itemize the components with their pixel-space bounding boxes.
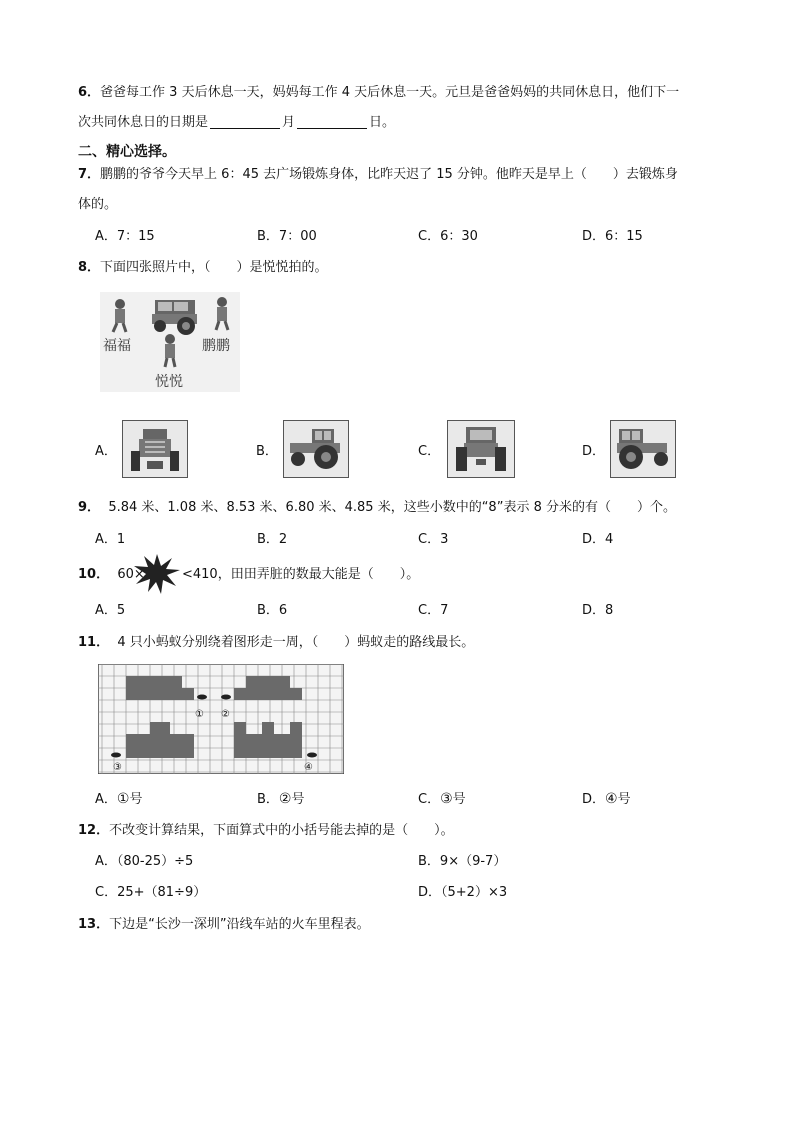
ink-splat-icon xyxy=(134,554,180,594)
q11-line xyxy=(78,634,474,652)
q12-option-c[interactable]: C．25+（81÷9） xyxy=(95,885,207,900)
q9-option-c[interactable]: C．3 xyxy=(418,532,449,547)
q11-option-b[interactable] xyxy=(257,790,305,809)
q7-line1 xyxy=(78,166,678,184)
shape-4 xyxy=(234,722,302,758)
q12-line xyxy=(78,822,454,840)
q8-option-d-label[interactable]: D． xyxy=(582,444,606,459)
q11-option-d[interactable] xyxy=(582,790,631,809)
ant-mark-1: ① xyxy=(195,709,204,720)
q11-number: 11． xyxy=(78,635,110,650)
q11-option-a[interactable] xyxy=(95,790,142,809)
q8-text: 下面四张照片中，（ ）是悦悦拍的。 xyxy=(100,260,328,275)
q7-option-d[interactable]: D．6：15 xyxy=(582,229,643,244)
q10-text-post: <410，田田弄脏的数最大能是（ ）。 xyxy=(182,567,420,582)
ant-mark-3: ③ xyxy=(113,762,122,773)
q11-grid-figure xyxy=(98,664,344,774)
q7-option-a[interactable]: A．7：15 xyxy=(95,229,155,244)
q10-option-a[interactable]: A．5 xyxy=(95,603,126,618)
q11-option-c-suffix: 号 xyxy=(452,792,466,807)
q12-option-a[interactable]: A．（80-25）÷5 xyxy=(95,854,194,869)
q8-option-b-label[interactable]: B． xyxy=(256,444,278,459)
name-fufu: 福福 xyxy=(103,338,131,354)
q6-text-day: 日。 xyxy=(369,115,396,130)
q10-number: 10． xyxy=(78,567,110,582)
q10-option-c[interactable]: C．7 xyxy=(418,603,449,618)
q12-option-b[interactable]: B．9×（9-7） xyxy=(418,854,507,869)
ant-mark-4: ④ xyxy=(304,762,313,773)
q13-line xyxy=(78,916,370,934)
ant-icon-1 xyxy=(197,695,207,700)
q11-option-d-letter: D． xyxy=(582,792,606,807)
q10-text-pre: 60× xyxy=(117,567,145,582)
q8-option-a-label[interactable]: A． xyxy=(95,444,117,459)
q8-option-a-image[interactable] xyxy=(122,420,188,478)
q8-option-c-image[interactable] xyxy=(447,420,515,478)
q9-line xyxy=(78,499,676,517)
q13-number: 13． xyxy=(78,917,110,932)
ant-icon-3 xyxy=(111,753,121,758)
q7-line2: 体的。 xyxy=(78,197,118,212)
q7-option-c[interactable]: C．6：30 xyxy=(418,229,478,244)
name-pengpeng: 鹏鹏 xyxy=(202,338,230,354)
q12-text: 不改变计算结果，下面算式中的小括号能去掉的是（ ）。 xyxy=(109,823,454,838)
q11-option-c-mark: ③ xyxy=(440,791,453,807)
q11-option-d-suffix: 号 xyxy=(617,792,631,807)
q6-blank-day[interactable] xyxy=(297,114,367,129)
q11-option-a-letter: A． xyxy=(95,792,117,807)
q11-option-a-mark: ① xyxy=(116,791,130,807)
q11-option-c-letter: C． xyxy=(418,792,441,807)
q11-option-a-suffix: 号 xyxy=(129,792,143,807)
ant-mark-2: ② xyxy=(221,709,230,720)
q8-scene-picture xyxy=(100,292,240,392)
tractor-side-left-icon xyxy=(284,421,348,477)
q9-number: 9． xyxy=(78,500,101,515)
q6-blank-month[interactable] xyxy=(210,114,280,129)
q6-text-line2a: 次共同休息日的日期是 xyxy=(78,115,209,130)
tractor-front-icon xyxy=(123,421,187,477)
q11-option-c[interactable] xyxy=(418,790,466,809)
q8-line xyxy=(78,259,328,277)
q11-option-b-suffix: 号 xyxy=(291,792,305,807)
q12-option-d[interactable]: D．（5+2）×3 xyxy=(418,885,508,900)
q10-option-d[interactable]: D．8 xyxy=(582,603,614,618)
q12-number: 12． xyxy=(78,823,110,838)
q7-text-line1: 鹏鹏的爷爷今天早上 6：45 去广场锻炼身体，比昨天迟了 15 分钟。他昨天是早上（ ）去锻炼身 xyxy=(100,167,678,182)
q11-option-b-letter: B． xyxy=(257,792,279,807)
q11-option-b-mark: ② xyxy=(278,791,292,807)
q10-option-b[interactable]: B．6 xyxy=(257,603,288,618)
q13-text: 下边是“长沙一深圳”沿线车站的火车里程表。 xyxy=(109,917,370,932)
q8-option-c-label[interactable]: C． xyxy=(418,444,441,459)
q8-option-d-image[interactable] xyxy=(610,420,676,478)
tractor-side-right-icon xyxy=(611,421,675,477)
ant-icon-4 xyxy=(307,753,317,758)
q6-line1 xyxy=(78,84,679,102)
ant-icon-2 xyxy=(221,695,231,700)
q6-line2 xyxy=(78,114,395,132)
section-title: 二、精心选择。 xyxy=(78,144,176,160)
q6-text-month: 月 xyxy=(282,115,296,130)
q11-option-d-mark: ④ xyxy=(605,791,618,807)
q9-option-b[interactable]: B．2 xyxy=(257,532,288,547)
q6-number: 6． xyxy=(78,85,101,100)
q11-text: 4 只小蚂蚁分别绕着图形走一周，（ ）蚂蚁走的路线最长。 xyxy=(117,635,475,650)
q8-number: 8． xyxy=(78,260,101,275)
q9-option-d[interactable]: D．4 xyxy=(582,532,614,547)
q8-option-b-image[interactable] xyxy=(283,420,349,478)
q9-option-a[interactable]: A．1 xyxy=(95,532,126,547)
q9-text: 5.84 米、1.08 米、8.53 米、6.80 米、4.85 米，这些小数中的“8”表示 8 分米的有（ ）个。 xyxy=(108,500,676,515)
q7-number: 7． xyxy=(78,167,101,182)
q7-option-b[interactable]: B．7：00 xyxy=(257,229,317,244)
tractor-back-icon xyxy=(448,421,514,477)
q6-text-line1: 爸爸每工作 3 天后休息一天，妈妈每工作 4 天后休息一天。元旦是爸爸妈妈的共同休息日，他们下一 xyxy=(100,85,680,100)
name-yueyue: 悦悦 xyxy=(155,374,183,390)
